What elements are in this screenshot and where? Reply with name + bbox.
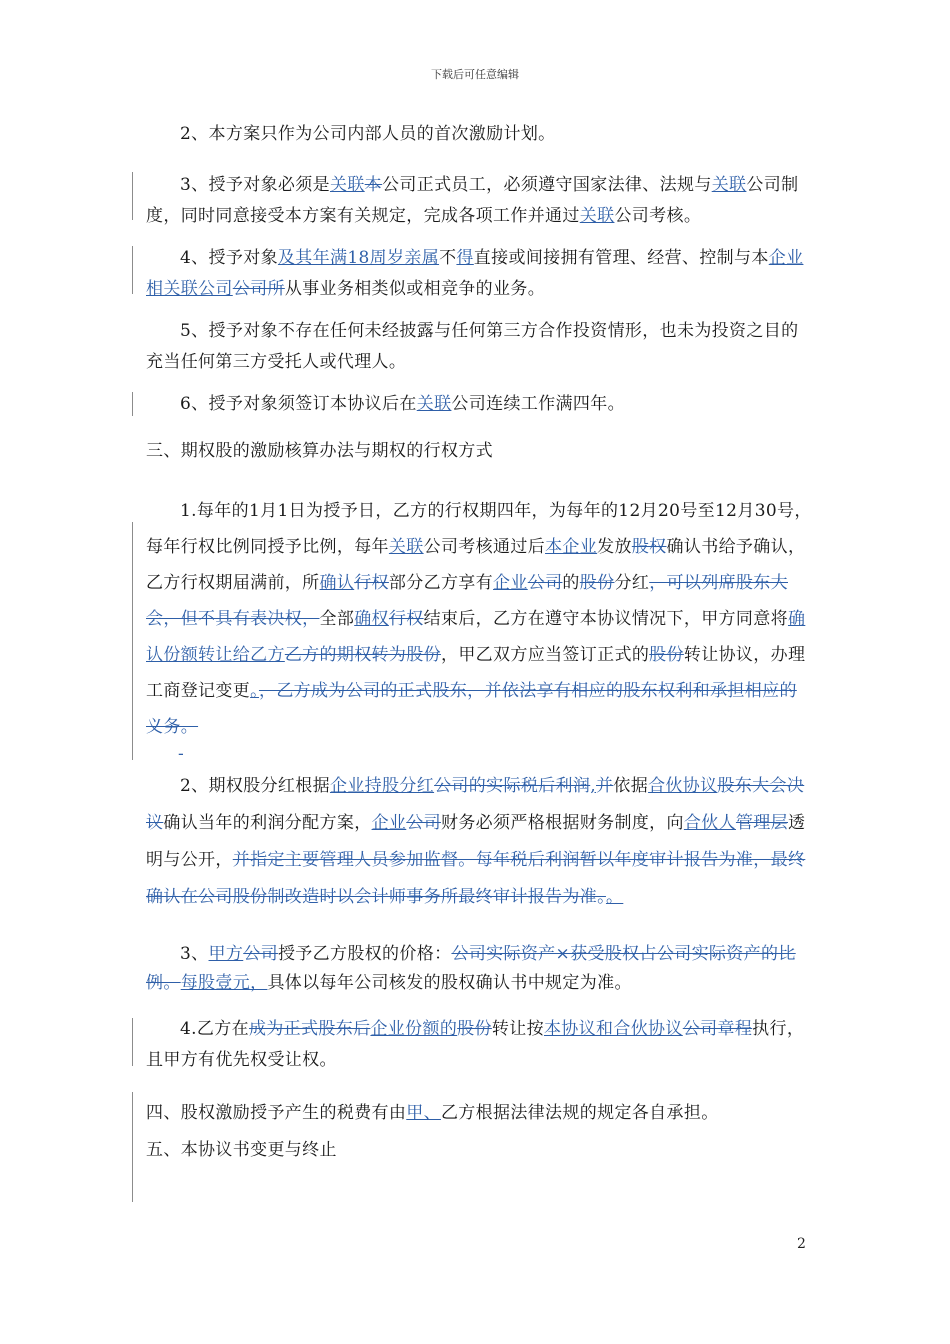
text-run: 2、本方案只作为公司内部人员的首次激励计划。 [180, 124, 556, 144]
deleted-text: 股份 [649, 645, 684, 665]
inserted-text: 关联 [579, 206, 615, 226]
text-run: 四、股权激励授予产生的税费有由 [146, 1103, 407, 1123]
section-5-heading [146, 1135, 812, 1166]
clause-6 [146, 389, 812, 420]
inserted-text: 甲方 [208, 944, 244, 964]
stray-mark: - [178, 744, 184, 764]
text-run: 部分乙方享有 [388, 573, 494, 593]
text-run: 6、授予对象须签订本协议后在 [180, 394, 417, 414]
deleted-text: 股份 [579, 573, 615, 593]
change-bar [132, 172, 133, 220]
deleted-text: 乙方的期权转为股份 [284, 645, 441, 665]
exercise-clause-4 [146, 1014, 812, 1076]
text-run: 5、授予对象不存在任何未经披露与任何第三方合作投资情形，也未为投资之目的充当任何第三方受托人或代理人。 [146, 321, 799, 372]
inserted-text: 本企业 [545, 537, 598, 557]
text-run: 具体以每年公司核发的股权确认书中规定为准。 [267, 973, 632, 993]
deleted-text: 公司 [527, 573, 563, 593]
deleted-text: 管理层 [735, 813, 788, 833]
inserted-text: 甲、 [406, 1103, 441, 1123]
section-3-heading [146, 436, 812, 467]
inserted-text: 得 [456, 248, 474, 268]
text-run: 不 [439, 248, 457, 268]
deleted-text: 股东大会决议 [146, 776, 805, 833]
exercise-clause-3 [146, 940, 812, 998]
text-run: 直接或间接拥有管理、经营、控制与本 [473, 248, 769, 268]
text-run: 执行，且甲方有优先权受让权。 [146, 1019, 805, 1070]
change-bar [132, 392, 133, 416]
section-4-heading [146, 1098, 812, 1129]
inserted-text: 确认 [319, 573, 355, 593]
inserted-text: 关联 [416, 394, 452, 414]
exercise-clause-2 [146, 768, 812, 916]
text-run: 全部 [319, 609, 355, 629]
change-bar [132, 1092, 133, 1202]
inserted-text: 合伙协议 [648, 776, 718, 796]
inserted-text: 企业份额的 [370, 1019, 458, 1039]
text-run: 发放 [597, 537, 632, 557]
text-run: 公司制度，同时同意接受本方案有关规定，完成各项工作并通过 [146, 175, 799, 226]
text-run: 公司连续工作满四年。 [451, 394, 625, 414]
text-run: 转让协议，办理工商登记变更 [146, 645, 806, 701]
deleted-text: 公司实际资产×获受股权占公司实际资产的比例。 [146, 944, 796, 993]
inserted-text: 每股壹元， [180, 973, 268, 993]
text-run: 3、 [180, 944, 209, 964]
inserted-text: 企业 [493, 573, 528, 593]
text-run: 授予乙方股权的价格： [277, 944, 452, 964]
change-bar [132, 1018, 133, 1066]
clause-5 [146, 316, 812, 378]
text-run: 确认书给予确认，乙方行权期届满前，所 [146, 537, 806, 593]
inserted-text: 合伙人 [683, 813, 736, 833]
deleted-text: 股份 [457, 1019, 492, 1039]
text-run: 分红 [614, 573, 650, 593]
deleted-text: 成为正式股东后 [248, 1019, 371, 1039]
text-run: ，甲乙双方应当签订正式的 [440, 645, 650, 665]
text-run: 4.乙方在 [180, 1019, 249, 1039]
deleted-text: 公司所 [232, 279, 285, 299]
text-run: 依据 [613, 776, 649, 796]
change-bar [132, 522, 133, 760]
deleted-text: 公司 [406, 813, 441, 833]
page-number: 2 [797, 1236, 806, 1252]
inserted-text: 本协议和合伙协议 [543, 1019, 683, 1039]
deleted-text: 公司章程 [682, 1019, 753, 1039]
text-run: 2、期权股分红根据 [180, 776, 330, 796]
deleted-text: 股权 [631, 537, 667, 557]
deleted-text: ，可以列席股东大会，但不具有表决权， [146, 573, 788, 629]
inserted-text: 及其年满18周岁亲属 [277, 248, 440, 268]
inserted-text: 关联 [388, 537, 424, 557]
deleted-text: 本 [364, 175, 383, 195]
exercise-clause-1 [146, 493, 812, 745]
change-bar [132, 246, 133, 294]
text-run: 1.每年的1月1日为授予日，乙方的行权期四年，为每年的12月20号至12月30号，每年行权比例同授予比例，每年 [146, 501, 812, 557]
text-run: 财务必须严格根据财务制度，向 [440, 813, 684, 833]
inserted-text: 。 [250, 681, 259, 701]
text-run: 结束后，乙方在遵守本协议情况下，甲方同意将 [423, 609, 788, 629]
clause-3 [146, 170, 812, 232]
inserted-text: 确权 [354, 609, 389, 629]
inserted-text: 企业持股分红 [329, 776, 435, 796]
text-run: 从事业务相类似或相竞争的业务。 [284, 279, 546, 299]
text-run: 确认当年的利润分配方案， [163, 813, 372, 833]
inserted-text: 企业相关联公司 [146, 248, 804, 299]
inserted-text: , [590, 776, 596, 796]
text-run: 4、授予对象 [180, 248, 278, 268]
text-run: 五、本协议书变更与终止 [146, 1140, 337, 1160]
deleted-text: 行权 [354, 573, 389, 593]
clause-4 [146, 243, 812, 305]
deleted-text: 公司的实际税后利润 [434, 776, 591, 796]
text-run: 三、期权股的激励核算办法与期权的行权方式 [146, 441, 493, 461]
text-run: 公司正式员工，必须遵守国家法律、法规与 [382, 175, 712, 195]
text-run: 的 [562, 573, 580, 593]
clause-2 [146, 119, 812, 150]
text-run: 透明与公开， [146, 813, 806, 870]
text-run: 乙方根据法律法规的规定各自承担。 [440, 1103, 719, 1123]
text-run: 3、授予对象必须是 [180, 175, 330, 195]
deleted-text: 公司 [243, 944, 278, 964]
deleted-text: ，乙方成为公司的正式股东，并依法享有相应的股东权利和承担相应的义务。 [146, 681, 797, 737]
deleted-text: 并 [596, 776, 614, 796]
header-note: 下载后可任意编辑 [431, 68, 519, 81]
inserted-text: 关联 [329, 175, 365, 195]
inserted-text: 关联 [711, 175, 747, 195]
text-run: 公司考核通过后 [423, 537, 546, 557]
deleted-text: 并指定主要管理人员参加监督。每年税后利润暂以年度审计报告为准，最终确认在公司股份制改造时以会计师事务所最终审计报告为准。 [146, 850, 806, 907]
inserted-text: 确认份额转让给乙方 [146, 609, 806, 665]
inserted-text: 企业 [371, 813, 407, 833]
text-run: 公司考核。 [614, 206, 702, 226]
text-run: 转让按 [491, 1019, 544, 1039]
deleted-text: 行权 [388, 609, 424, 629]
inserted-text: 。 [605, 887, 624, 907]
